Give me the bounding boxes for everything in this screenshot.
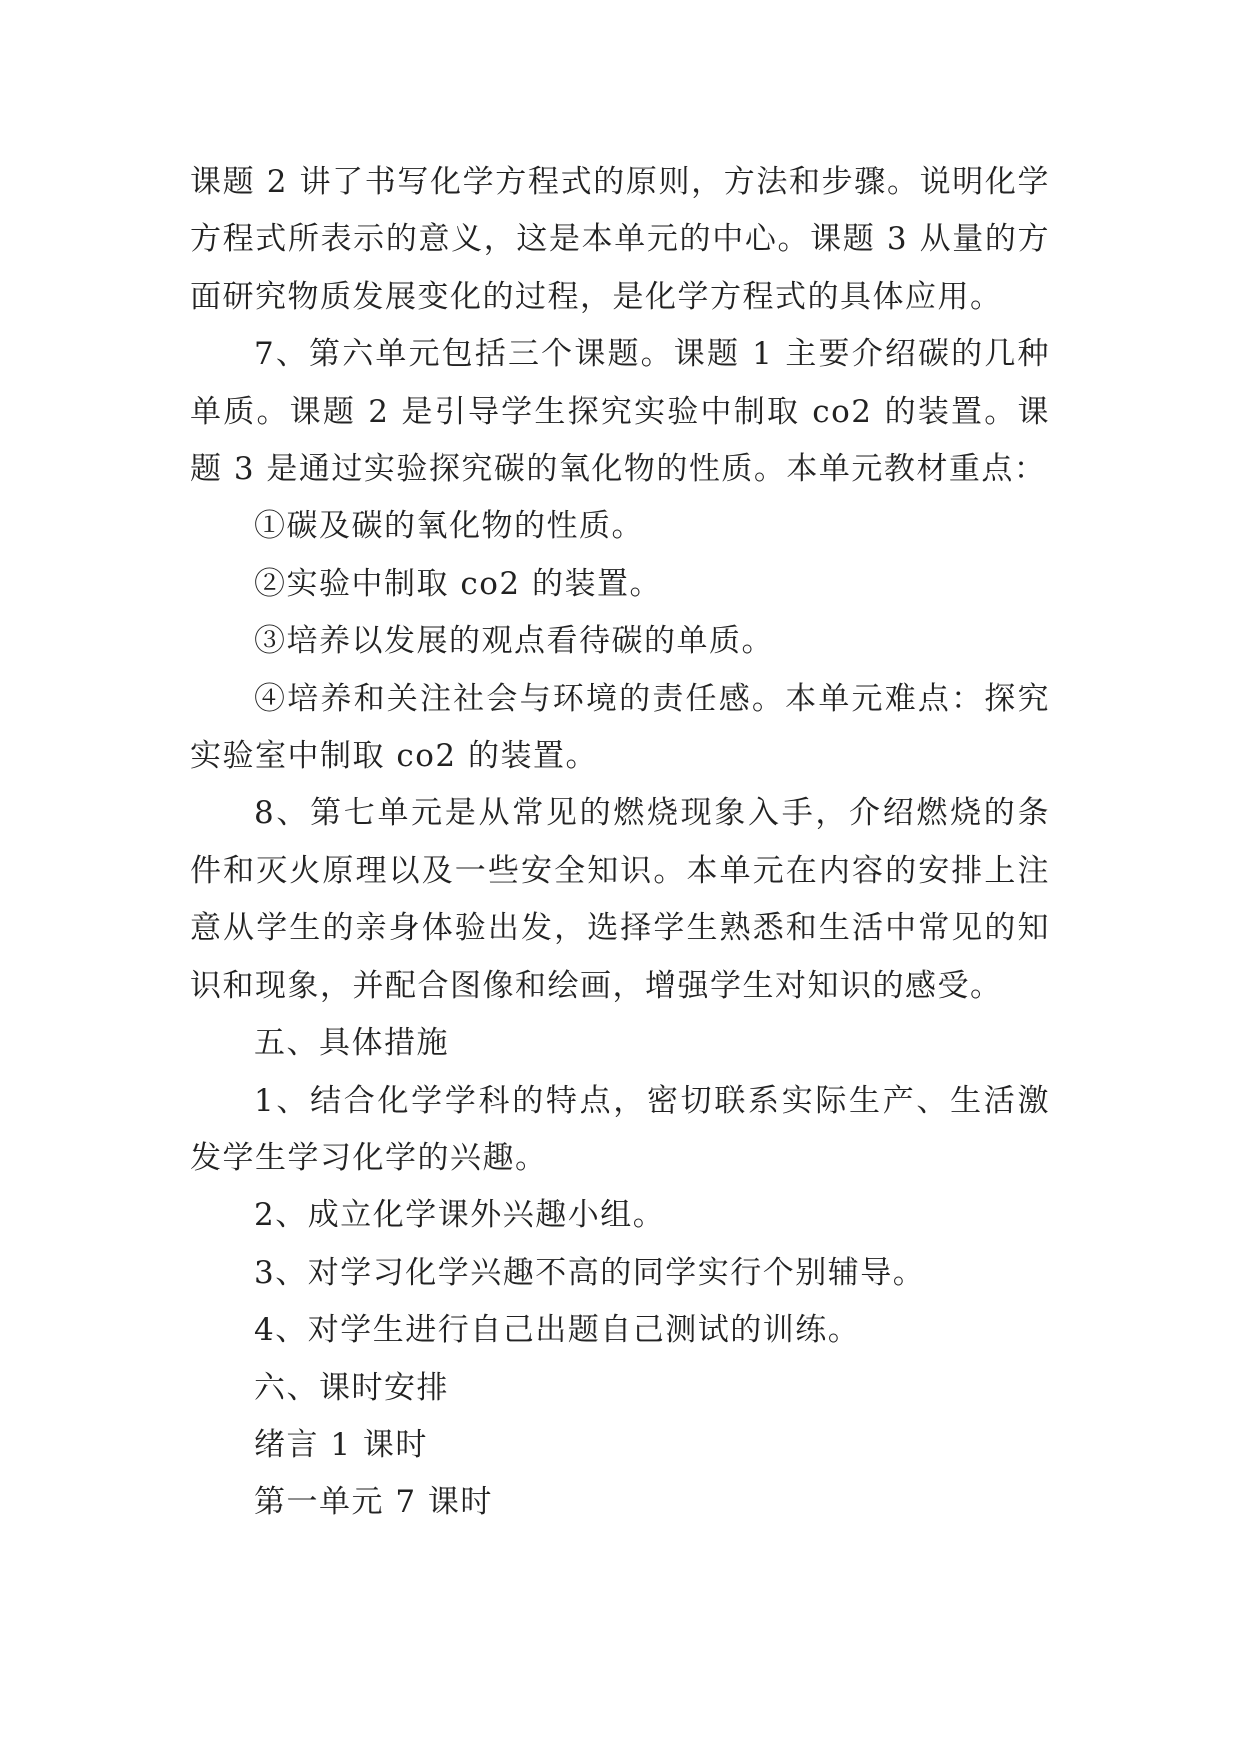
list-item-responsibility: ④培养和关注社会与环境的责任感。本单元难点：探究实验室中制取 co2 的装置。 xyxy=(190,680,1050,775)
paragraph-unit-six: 7、第六单元包括三个课题。课题 1 主要介绍碳的几种单质。课题 2 是引导学生探究实验中制取 co2 的装置。课题 3 是通过实验探究碳的氧化物的性质。本单元教材重点： xyxy=(190,336,1050,488)
paragraph-unit-seven: 8、第七单元是从常见的燃烧现象入手，介绍燃烧的条件和灭火原理以及一些安全知识。本单元在内容的安排上注意从学生的亲身体验出发，选择学生熟悉和生活中常见的知识和现象，并配合图像和绘画，增强学生对知识的感受。 xyxy=(190,795,1050,1004)
paragraph-equation-lesson: 课题 2 讲了书写化学方程式的原则，方法和步骤。说明化学方程式所表示的意义，这是本单元的中心。课题 3 从量的方面研究物质发展变化的过程，是化学方程式的具体应用。 xyxy=(190,164,1050,315)
measure-item-2: 2、成立化学课外兴趣小组。 xyxy=(254,1197,666,1234)
measure-item-4: 4、对学生进行自己出题自己测试的训练。 xyxy=(254,1312,861,1349)
document-body xyxy=(190,154,1050,1532)
list-item-co2-apparatus: ②实验中制取 co2 的装置。 xyxy=(254,565,662,602)
measure-item-1: 1、结合化学学科的特点，密切联系实际生产、生活激发学生学习化学的兴趣。 xyxy=(190,1082,1050,1176)
list-item-carbon-elements: ③培养以发展的观点看待碳的单质。 xyxy=(254,623,774,660)
list-item-carbon-oxides: ①碳及碳的氧化物的性质。 xyxy=(254,508,644,545)
section-heading-measures: 五、具体措施 xyxy=(254,1025,449,1062)
section-heading-schedule: 六、课时安排 xyxy=(254,1369,449,1406)
measure-item-3: 3、对学习化学兴趣不高的同学实行个别辅导。 xyxy=(254,1254,926,1291)
schedule-item-unit-one: 第一单元 7 课时 xyxy=(254,1484,493,1521)
schedule-item-introduction: 绪言 1 课时 xyxy=(254,1426,428,1463)
